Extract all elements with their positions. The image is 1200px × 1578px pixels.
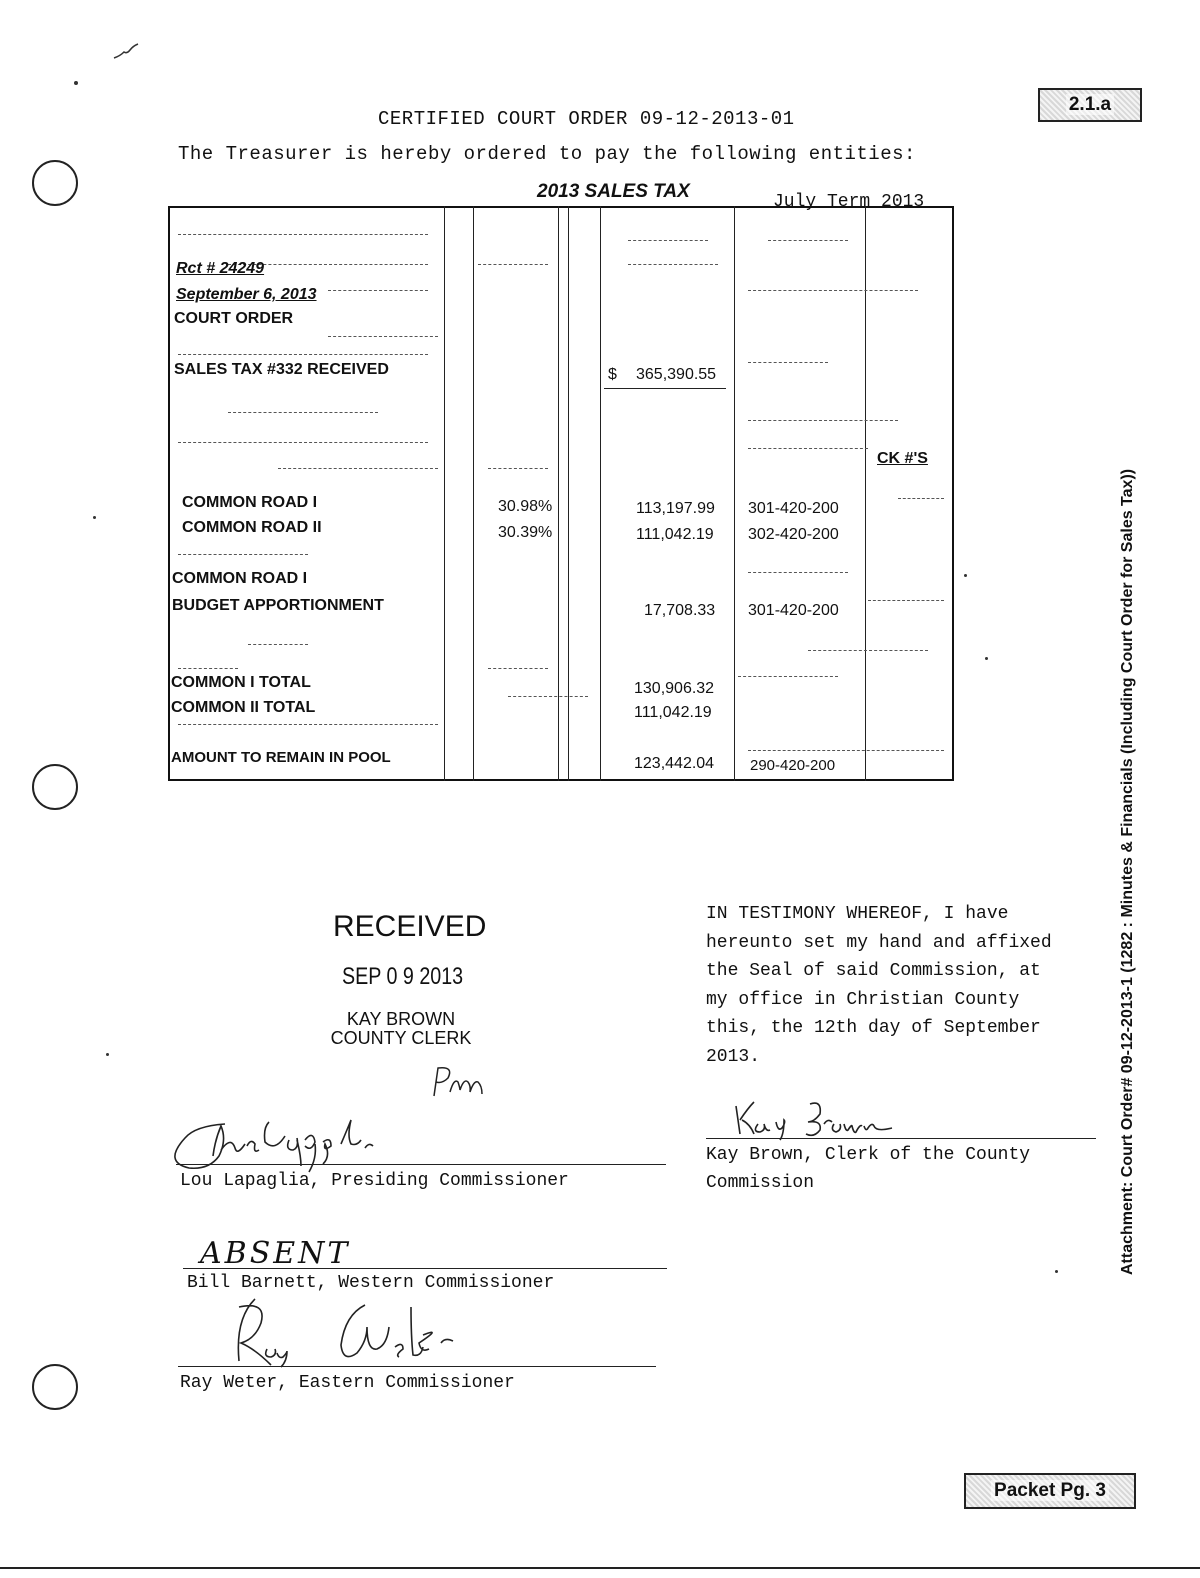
table-title: 2013 SALES TAX xyxy=(537,181,690,202)
packet-page-badge: Packet Pg. 3 xyxy=(964,1473,1136,1509)
faint-line xyxy=(748,750,944,751)
stamp-clerk-title: COUNTY CLERK xyxy=(330,1028,472,1048)
scan-dot xyxy=(1055,1270,1058,1273)
row-label: COMMON ROAD II xyxy=(182,519,322,536)
faint-line xyxy=(768,240,848,241)
received-stamp-date: SEP 0 9 2013 xyxy=(342,963,464,990)
faint-line xyxy=(178,442,428,443)
clerk-name-line2: Commission xyxy=(706,1173,815,1193)
clerk-name-line1: Kay Brown, Clerk of the County xyxy=(706,1145,1031,1165)
budget-amount: 17,708.33 xyxy=(644,602,716,619)
faint-line xyxy=(748,420,898,421)
receipt-number: Rct # 24249 xyxy=(176,260,265,277)
scan-mark-icon xyxy=(112,40,142,64)
pool-label: AMOUNT TO REMAIN IN POOL xyxy=(171,749,391,766)
faint-line xyxy=(488,668,548,669)
testimony-line: this, the 12th day of September xyxy=(706,1018,1041,1038)
term-label: July Term 2013 xyxy=(773,192,925,212)
clerk-signature xyxy=(730,1098,910,1142)
punch-hole xyxy=(32,1364,78,1410)
faint-line xyxy=(628,264,718,265)
scan-dot xyxy=(964,574,967,577)
faint-line xyxy=(328,336,438,337)
received-dollar-sign: $ xyxy=(608,366,617,383)
stamp-clerk-name: KAY BROWN xyxy=(346,1009,456,1029)
scan-dot xyxy=(93,516,96,519)
punch-hole xyxy=(32,160,78,206)
sales-tax-table xyxy=(168,206,954,781)
row-percent: 30.39% xyxy=(498,524,553,541)
faint-line xyxy=(748,290,918,291)
faint-line xyxy=(808,650,928,651)
column-divider xyxy=(600,206,601,781)
received-stamp-title: RECEIVED xyxy=(333,910,487,943)
row-account: 302-420-200 xyxy=(748,526,839,543)
presiding-signature xyxy=(165,1110,465,1180)
faint-line xyxy=(628,240,708,241)
row-amount: 111,042.19 xyxy=(636,526,714,543)
received-label: SALES TAX #332 RECEIVED xyxy=(174,361,389,378)
column-divider xyxy=(734,206,735,781)
column-divider xyxy=(444,206,445,781)
scan-dot xyxy=(106,1053,109,1056)
row-account: 301-420-200 xyxy=(748,500,839,517)
received-amount: 365,390.55 xyxy=(636,366,717,383)
faint-line xyxy=(508,696,588,697)
court-order-label: COURT ORDER xyxy=(174,310,294,327)
total-common-ii-label: COMMON II TOTAL xyxy=(171,699,316,716)
receipt-date: September 6, 2013 xyxy=(176,286,317,303)
row-label: COMMON ROAD I xyxy=(182,494,318,511)
attachment-label: Attachment: Court Order# 09-12-2013-1 (1282 : Minutes & Financials (Including Court Order for Sales Tax)) xyxy=(1119,468,1136,1275)
faint-line xyxy=(478,264,548,265)
faint-line xyxy=(328,290,428,291)
check-numbers-header: CK #'S xyxy=(877,450,928,467)
pool-amount: 123,442.04 xyxy=(634,755,715,772)
faint-line xyxy=(898,498,944,499)
section-badge: 2.1.a xyxy=(1038,88,1142,122)
testimony-line: my office in Christian County xyxy=(706,989,1020,1010)
row-amount: 113,197.99 xyxy=(636,500,715,517)
budget-label-line2: BUDGET APPORTIONMENT xyxy=(172,597,384,614)
faint-line xyxy=(228,412,378,413)
column-divider xyxy=(568,206,569,781)
testimony-line: the Seal of said Commission, at xyxy=(706,961,1041,981)
eastern-commissioner-name: Ray Weter, Eastern Commissioner xyxy=(180,1373,515,1393)
absent-mark: ABSENT xyxy=(200,1236,351,1271)
document-title: CERTIFIED COURT ORDER 09-12-2013-01 xyxy=(378,108,795,130)
western-commissioner-name: Bill Barnett, Western Commissioner xyxy=(187,1273,555,1293)
total-common-i-amount: 130,906.32 xyxy=(634,680,715,697)
budget-label-line1: COMMON ROAD I xyxy=(172,570,308,587)
row-percent: 30.98% xyxy=(498,498,553,515)
faint-line xyxy=(278,468,438,469)
scan-dot xyxy=(74,81,78,85)
faint-line xyxy=(738,676,838,677)
presiding-signature-line xyxy=(176,1164,666,1165)
eastern-signature xyxy=(225,1295,505,1375)
faint-line xyxy=(748,362,828,363)
total-common-i-label: COMMON I TOTAL xyxy=(171,674,311,691)
faint-line xyxy=(748,448,868,449)
faint-line xyxy=(178,554,308,555)
scan-dot xyxy=(985,657,988,660)
received-underline xyxy=(604,388,726,389)
faint-line xyxy=(248,644,308,645)
pool-account: 290-420-200 xyxy=(750,757,836,774)
faint-line xyxy=(748,572,848,573)
presiding-commissioner-name: Lou Lapaglia, Presiding Commissioner xyxy=(180,1171,569,1191)
faint-line xyxy=(178,668,238,669)
order-statement: The Treasurer is hereby ordered to pay the following entities: xyxy=(178,143,916,165)
testimony-line: IN TESTIMONY WHEREOF, I have xyxy=(706,904,1009,924)
testimony-block xyxy=(706,900,1106,1071)
clerk-signature-line xyxy=(706,1138,1096,1139)
faint-line xyxy=(868,600,944,601)
total-common-ii-amount: 111,042.19 xyxy=(634,704,712,721)
column-divider xyxy=(865,206,866,781)
faint-line xyxy=(178,724,438,725)
initials-signature xyxy=(430,1062,500,1102)
faint-line xyxy=(178,354,428,355)
western-signature-line xyxy=(183,1268,667,1269)
column-divider xyxy=(473,206,474,781)
eastern-signature-line xyxy=(178,1366,656,1367)
faint-line xyxy=(488,468,548,469)
budget-account: 301-420-200 xyxy=(748,602,839,619)
testimony-line: 2013. xyxy=(706,1046,761,1067)
testimony-line: hereunto set my hand and affixed xyxy=(706,932,1052,953)
page-bottom-edge xyxy=(0,1567,1200,1569)
column-divider xyxy=(558,206,559,781)
faint-line xyxy=(178,234,428,235)
punch-hole xyxy=(32,764,78,810)
received-stamp-clerk xyxy=(326,1010,476,1048)
